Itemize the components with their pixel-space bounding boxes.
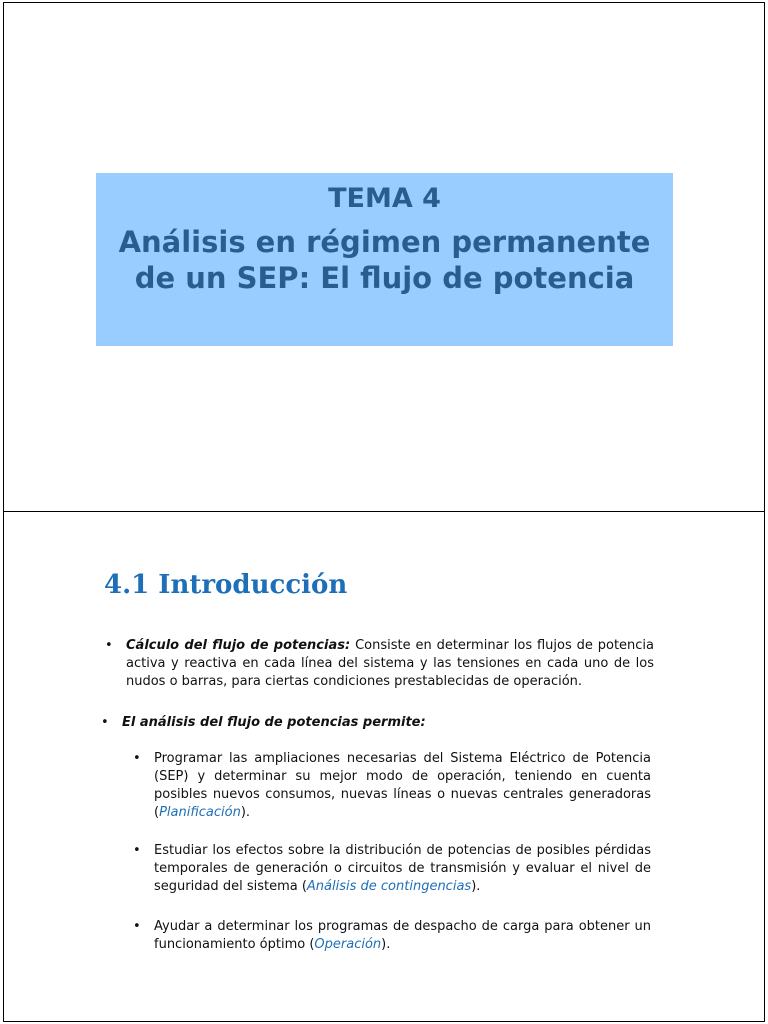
sub-bullet-end: ). <box>471 879 481 894</box>
sub-bullet-link: Operación <box>314 937 382 952</box>
sub-bullet-link: Análisis de contingencias <box>306 879 472 894</box>
bullet-icon: • <box>101 715 109 730</box>
bullet-icon: • <box>133 843 141 858</box>
sub-bullet-end: ). <box>240 805 251 820</box>
main-title: Análisis en régimen permanente de un SEP: El flujo de potencia <box>118 225 651 295</box>
section-title: 4.1 Introducción <box>104 570 348 600</box>
bullet-text: Consiste en determinar los flujos de potencia activa y reactiva en cada línea del sistema y las tensiones en cada uno de los nudos o barras, para ciertas condiciones prestablecidas de operación. <box>126 638 655 689</box>
sub-bullet-end: ). <box>381 937 391 952</box>
bullet-icon: • <box>105 638 113 653</box>
bullet-lead: El análisis del flujo de potencias permite: <box>122 715 426 730</box>
bullet-calculo <box>105 637 655 691</box>
sub-bullet-text: Programar las ampliaciones necesarias del Sistema Eléctrico de Potencia (SEP) y determinar su mejor modo de operación, teniendo en cuenta posibles nuevos consumos, nuevas líneas o nuevas centrales generadoras ( <box>154 751 651 820</box>
bullet-icon: • <box>133 919 141 934</box>
sub-bullet-operacion <box>133 918 651 954</box>
title-box <box>96 173 673 346</box>
sub-bullet-text: Ayudar a determinar los programas de despacho de carga para obtener un funcionamiento óptimo ( <box>154 919 651 952</box>
sub-bullet-planificacion <box>133 750 651 822</box>
sub-bullet-text: Estudiar los efectos sobre la distribución de potencias de posibles pérdidas temporales de generación o circuitos de transmisión y evaluar el nivel de seguridad del sistema ( <box>154 843 651 894</box>
slide-title <box>3 2 765 512</box>
sub-bullet-contingencias <box>133 842 651 896</box>
sub-bullet-link: Planificación <box>159 805 241 820</box>
tema-label: TEMA 4 <box>328 183 441 214</box>
bullet-icon: • <box>133 751 141 766</box>
bullet-lead: Cálculo del flujo de potencias: <box>126 638 351 653</box>
bullet-analisis <box>101 714 652 732</box>
slide-intro <box>3 511 765 1022</box>
